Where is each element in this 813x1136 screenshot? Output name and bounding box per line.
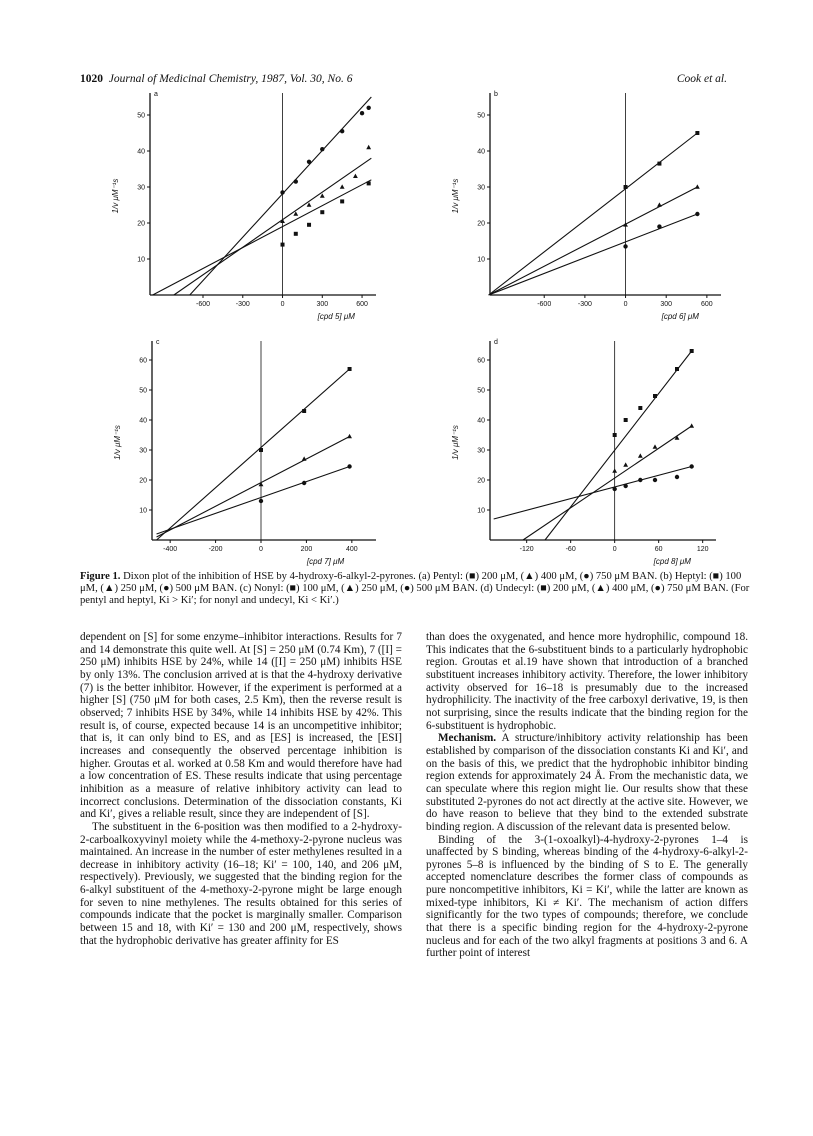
page-number: 1020: [80, 73, 103, 85]
fit-line-square: [157, 369, 350, 540]
data-point-square: [294, 232, 298, 236]
fit-line-triangle: [174, 158, 371, 295]
y-tick-label: 60: [477, 357, 485, 365]
data-point-square: [624, 418, 628, 422]
dixon-plot-b: [420, 85, 750, 355]
data-point-square: [613, 433, 617, 437]
dixon-plot-c: [80, 335, 410, 580]
y-tick-label: 10: [137, 256, 145, 264]
journal-citation: Journal of Medicinal Chemistry, 1987, Vol. 30, No. 6: [108, 73, 353, 85]
data-point-square: [367, 181, 371, 185]
data-point-triangle: [366, 145, 371, 149]
y-tick-label: 20: [139, 477, 147, 485]
data-point-circle: [320, 147, 324, 151]
caption-label: Figure 1.: [80, 571, 121, 582]
data-point-circle: [689, 464, 693, 468]
y-axis-label: 1/v μM⁻¹s: [451, 425, 460, 460]
data-point-square: [320, 210, 324, 214]
x-tick-label: 0: [612, 546, 617, 553]
data-point-square: [695, 131, 699, 135]
data-point-circle: [360, 111, 364, 115]
y-axis-label: 1/v μM⁻¹s: [111, 178, 120, 214]
data-point-square: [675, 367, 679, 371]
x-tick-label: 200: [300, 546, 313, 553]
x-tick-label: -60: [565, 546, 576, 553]
data-point-square: [307, 223, 311, 227]
y-tick-label: 50: [137, 112, 145, 120]
data-point-square: [348, 367, 352, 371]
x-tick-label: 300: [316, 301, 329, 308]
data-point-square: [690, 349, 694, 353]
y-tick-label: 40: [477, 148, 485, 156]
panel-label: b: [494, 91, 498, 98]
body-column-left: [80, 631, 402, 947]
y-tick-label: 10: [139, 507, 147, 515]
data-point-circle: [653, 478, 657, 482]
dixon-plot-a: [80, 85, 410, 355]
data-point-circle: [612, 487, 616, 491]
body-column-right: [426, 631, 748, 960]
y-tick-label: 30: [477, 447, 485, 455]
y-tick-label: 20: [477, 220, 485, 228]
x-tick-label: -200: [208, 546, 223, 553]
data-point-triangle: [302, 456, 307, 460]
data-point-circle: [347, 464, 351, 468]
data-point-triangle: [353, 174, 358, 178]
y-axis-label: 1/v μM⁻¹s: [113, 425, 122, 460]
mechanism-paragraph: Mechanism. A structure/inhibitory activity relationship has been established by comparison of the dissociation constants Ki and Ki′, and on the basis of this, we predict that the hydrophobic inhibitor binding region extends for approximately 24 Å. From the mechanistic data, we can speculate where this region might lie. Our results show that these substituted 2-pyrones do not act directly at the active site. However, we do have reason to believe that they bind to the extended substrate binding region. A discussion of the relevant data is presented below.: [426, 732, 748, 833]
y-tick-label: 40: [137, 148, 145, 156]
data-point-square: [281, 243, 285, 247]
data-point-triangle: [340, 184, 345, 188]
data-point-circle: [294, 179, 298, 183]
y-tick-label: 50: [477, 112, 485, 120]
data-point-square: [653, 394, 657, 398]
data-point-triangle: [347, 434, 352, 438]
paragraph: than does the oxygenated, and hence more hydrophilic, compound 18. This indicates that the 6-substituent binds to a particularly hydrophobic region. Groutas et al.19 have shown that introduction of a branched substituent increases inhibitory activity. Therefore, the lower inhibitory activity observed for 16–18 is presumably due to the increased hydrophilicity. The inactivity of the free carboxyl derivative, 19, is then not surprising, since the results indicate that the binding region for the 6-substituent is hydrophobic.: [426, 631, 748, 732]
fit-line-square: [489, 133, 698, 295]
dixon-plot-d: [420, 335, 750, 580]
data-point-square: [259, 448, 263, 452]
x-axis-label: [cpd 8] μM: [653, 557, 691, 566]
y-tick-label: 40: [477, 417, 485, 425]
data-point-circle: [302, 481, 306, 485]
y-tick-label: 40: [139, 417, 147, 425]
fit-line-circle: [494, 467, 692, 520]
y-tick-label: 10: [477, 507, 485, 515]
data-point-triangle: [320, 193, 325, 197]
x-tick-label: -600: [537, 301, 552, 308]
figure-caption: Figure 1. Dixon plot of the inhibition of HSE by 4-hydroxy-6-alkyl-2-pyrones. (a) Pentyl: (■) 200 μM, (▲) 400 μM, (●) 750 μM BAN. (b) Heptyl: (■) 100 μM, (▲) 250 μM, (●) 500 μM BAN. (c) Nonyl: (■) 100 μM, (▲) 250 μM, (●) 500 μM BAN. (d) Undecyl: (■) 200 μM, (▲) 400 μM, (●) 750 μM BAN. (For pentyl and heptyl, Ki > Ki′; for nonyl and undecyl, Ki < Ki′.): [80, 571, 750, 607]
y-tick-label: 50: [477, 387, 485, 395]
x-tick-label: 400: [345, 546, 358, 553]
data-point-circle: [280, 190, 284, 194]
fit-line-circle: [489, 214, 698, 295]
x-tick-label: -120: [519, 546, 534, 553]
x-tick-label: 0: [259, 546, 263, 553]
y-tick-label: 30: [477, 184, 485, 192]
data-point-circle: [307, 160, 311, 164]
x-tick-label: 0: [623, 301, 628, 308]
x-tick-label: 600: [701, 301, 713, 308]
data-point-circle: [366, 106, 370, 110]
data-point-square: [302, 409, 306, 413]
data-point-square: [624, 185, 628, 189]
x-tick-label: -400: [163, 546, 178, 553]
y-tick-label: 30: [137, 184, 145, 192]
y-tick-label: 20: [137, 220, 145, 228]
section-heading-mechanism: Mechanism.: [438, 732, 497, 745]
x-axis-label: [cpd 6] μM: [661, 312, 699, 321]
data-point-triangle: [695, 184, 700, 188]
running-header: [80, 73, 352, 85]
y-tick-label: 20: [477, 477, 485, 485]
data-point-circle: [638, 478, 642, 482]
data-point-triangle: [653, 444, 658, 448]
data-point-triangle: [612, 468, 617, 472]
fit-line-square: [545, 351, 692, 540]
x-tick-label: 300: [660, 301, 673, 308]
paragraph: Binding of the 3-(1-oxoalkyl)-4-hydroxy-2-pyrones 1–4 is unaffected by S binding, whereas binding of the 4-hydroxy-6-alkyl-2-pyrones 5–8 is influenced by the binding of S to E. The generally accepted nomenclature describes the former class of compounds as pure noncompetitive inhibitors, Ki = Ki′, while the latter are known as mixed-type inhibitors, Ki ≠ Ki′. The mechanism of action differs significantly for the two types of compounds; therefore, we conclude that there is a specific binding region for the 4-hydroxy-2-pyrone nucleus and for each of the two alkyl fragments at positions 3 and 6. A further point of interest: [426, 833, 748, 960]
panel-label: a: [154, 91, 158, 98]
data-point-square: [657, 162, 661, 166]
paragraph: dependent on [S] for some enzyme–inhibitor interactions. Results for 7 and 14 demonstrate this quite well. At [S] = 250 μM (0.74 Km), 7 ([I] = 250 μM) inhibits HSE by 24%, while 14 ([I] = 250 μM) inhibits HSE by only 13%. The conclusion arrived at is that the 4-hydroxy derivative (7) is the better inhibitor. However, if the experiment is performed at a higher [S] (750 μM for both cases, 2.5 Km), then the reverse result is observed; 7 inhibits HSE by 34%, while 14 inhibits HSE by 42%. This result is, of course, expected because 14 is an uncompetitive inhibitor; that is, it can only bind to ES, and as [ES] is increased, the [ESI] increases and consequently the observed percentage inhibition is higher. Groutas et al. worked at 0.58 Km and would therefore have had a low concentration of ES. These results indicate that using percentage inhibition as a measure of relative inhibitory activity can lead to incorrect conclusions. Determination of the dissociation constants, Ki and Ki′, gives a reliable result, since they are independent of [S].: [80, 631, 402, 821]
y-tick-label: 10: [477, 256, 485, 264]
x-tick-label: 0: [280, 301, 285, 308]
x-axis-label: [cpd 7] μM: [306, 557, 345, 566]
data-point-circle: [695, 212, 699, 216]
fit-line-circle: [157, 467, 350, 535]
data-point-circle: [259, 499, 263, 503]
x-tick-label: 600: [356, 301, 368, 308]
fit-line-triangle: [489, 187, 698, 295]
x-tick-label: -300: [235, 301, 250, 308]
header-authors: Cook et al.: [676, 73, 727, 85]
data-point-circle: [657, 224, 661, 228]
data-point-circle: [340, 129, 344, 133]
data-point-triangle: [623, 462, 628, 466]
x-tick-label: 60: [654, 546, 663, 553]
data-point-circle: [623, 244, 627, 248]
data-point-square: [638, 406, 642, 410]
x-axis-label: [cpd 5] μM: [317, 312, 355, 321]
data-point-triangle: [689, 423, 694, 427]
fit-line-square: [153, 180, 372, 295]
x-tick-label: -600: [196, 301, 211, 308]
x-tick-label: 120: [696, 546, 709, 553]
data-point-square: [340, 199, 344, 203]
y-tick-label: 50: [139, 387, 147, 395]
fit-line-triangle: [157, 437, 350, 538]
y-tick-label: 60: [139, 357, 147, 365]
data-point-triangle: [657, 202, 662, 206]
paragraph: The substituent in the 6-position was then modified to a 2-hydroxy-2-carboalkoxyvinyl moiety while the 4-methoxy-2-pyrone nucleus was maintained. An increase in the number of ester methylenes resulted in a decrease in inhibitory activity (16–18; Ki′ = 100, 140, and 206 μM, respectively). Previously, we suggested that the binding region for the 6-alkyl substituent of the 4-methoxy-2-pyrone might be large enough for seven to nine methylenes. The results obtained for this series of compounds indicate that the pocket is marginally smaller. Comparison between 15 and 18, with Ki′ = 130 and 200 μM, respectively, shows that the hydrophobic derivative has greater affinity for ES: [80, 820, 402, 947]
fit-line-triangle: [523, 426, 692, 540]
panel-label: c: [156, 339, 160, 346]
y-axis-label: 1/v μM⁻¹s: [451, 178, 460, 214]
panel-label: d: [494, 339, 498, 346]
data-point-circle: [623, 484, 627, 488]
x-tick-label: -300: [577, 301, 592, 308]
data-point-triangle: [638, 453, 643, 457]
y-tick-label: 30: [139, 447, 147, 455]
data-point-circle: [675, 475, 679, 479]
